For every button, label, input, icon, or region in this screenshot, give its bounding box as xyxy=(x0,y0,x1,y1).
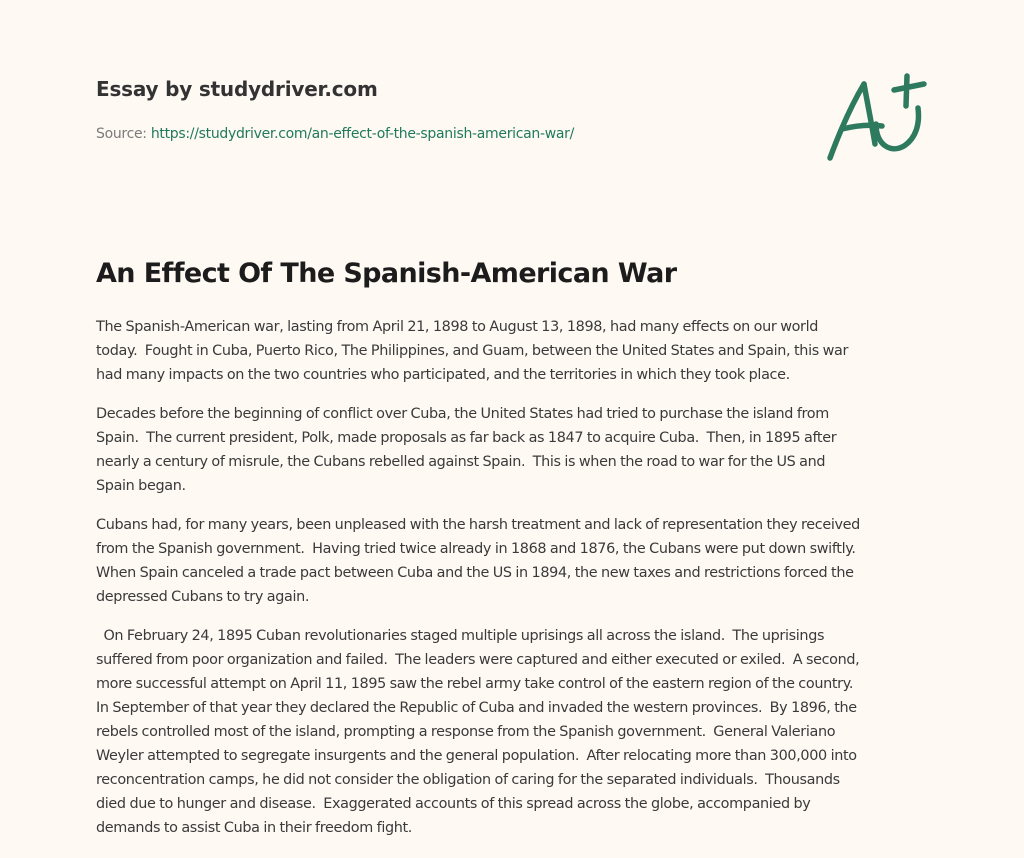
text-line: When Spain canceled a trade pact between Cuba and the US in 1894, the new taxes and restrictions forced the xyxy=(96,565,854,581)
text-line: died due to hunger and disease. Exaggerated accounts of this spread across the globe, accompanied by xyxy=(96,796,811,812)
article-body xyxy=(96,315,926,855)
text-line: depressed Cubans to try again. xyxy=(96,589,310,605)
text-line: Cubans had, for many years, been unpleased with the harsh treatment and lack of representation they received xyxy=(96,517,860,533)
paragraph-2 xyxy=(96,402,926,498)
text-line: On February 24, 1895 Cuban revolutionaries staged multiple uprisings all across the island. The uprisings xyxy=(96,628,825,644)
paragraph-1 xyxy=(96,315,926,387)
page-header xyxy=(96,74,936,142)
text-line: more successful attempt on April 11, 1895 saw the rebel army take control of the eastern region of the country. xyxy=(96,676,854,692)
text-line: from the Spanish government. Having tried twice already in 1868 and 1876, the Cubans were put down swiftly. xyxy=(96,541,856,557)
text-line: Spain began. xyxy=(96,478,186,494)
source-link[interactable]: https://studydriver.com/an-effect-of-the-spanish-american-war/ xyxy=(150,126,575,142)
text-line: Decades before the beginning of conflict over Cuba, the United States had tried to purchase the island from xyxy=(96,406,829,422)
text-line: The Spanish-American war, lasting from April 21, 1898 to August 13, 1898, had many effects on our world xyxy=(96,319,819,335)
text-line: demands to assist Cuba in their freedom fight. xyxy=(96,820,413,836)
text-line: In September of that year they declared the Republic of Cuba and invaded the western provinces. By 1896, the xyxy=(96,700,857,716)
text-line: had many impacts on the two countries who participated, and the territories in which they took place. xyxy=(96,367,790,383)
text-line: rebels controlled most of the island, prompting a response from the Spanish government. General Valeriano xyxy=(96,724,836,740)
article-title: An Effect Of The Spanish-American War xyxy=(96,258,677,289)
text-line: suffered from poor organization and failed. The leaders were captured and either executed or exiled. A second, xyxy=(96,652,860,668)
text-line: today. Fought in Cuba, Puerto Rico, The Philippines, and Guam, between the United States and Spain, this war xyxy=(96,343,849,359)
text-line: nearly a century of misrule, the Cubans rebelled against Spain. This is when the road to war for the US and xyxy=(96,454,826,470)
paragraph-3 xyxy=(96,513,926,609)
paragraph-4 xyxy=(96,624,926,840)
text-line: Spain. The current president, Polk, made proposals as far back as 1847 to acquire Cuba. Then, in 1895 after xyxy=(96,430,837,446)
text-line: reconcentration camps, he did not consider the obligation of caring for the separated individuals. Thousands xyxy=(96,772,840,788)
source-label: Source: xyxy=(96,126,151,142)
source-line xyxy=(96,124,574,144)
a-plus-grade-icon xyxy=(820,66,930,166)
text-line: Weyler attempted to segregate insurgents and the general population. After relocating more than 300,000 into xyxy=(96,748,857,764)
site-brand: Essay by studydriver.com xyxy=(96,77,378,101)
